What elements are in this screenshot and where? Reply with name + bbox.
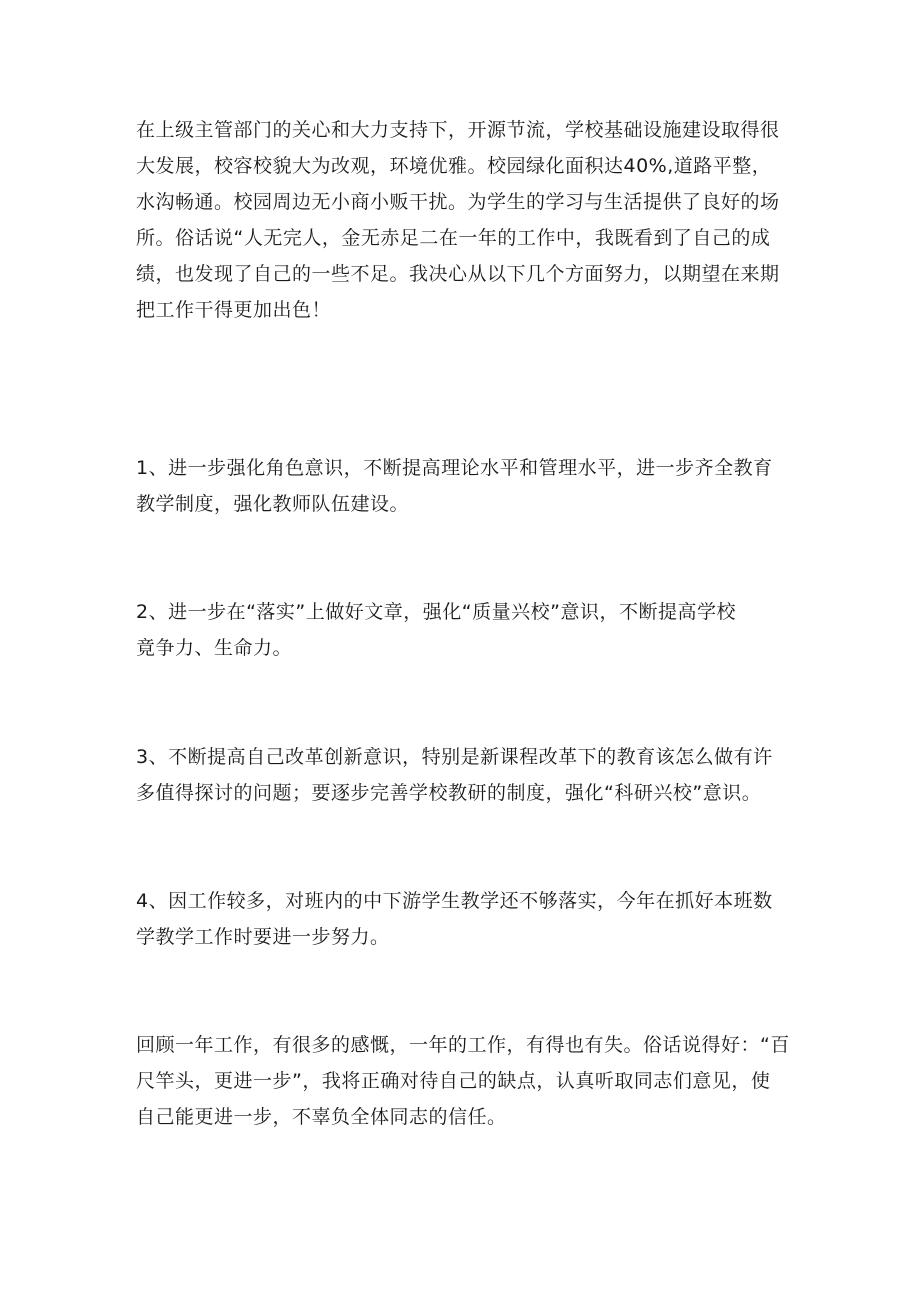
paragraph-item-4 <box>136 883 808 955</box>
paragraph-intro <box>136 112 808 328</box>
text-line: 竟争力、生命力。 <box>136 637 293 659</box>
text-line: 把工作干得更加出色！ <box>136 299 332 321</box>
paragraph-item-3 <box>136 739 808 811</box>
text-line: 在上级主管部门的关心和大力支持下，开源节流，学校基础设施建设取得很 <box>136 119 780 141</box>
text-line: 2、进一步在“落实”上做好文章，强化“质量兴校”意识，不断提高学校 <box>136 601 736 623</box>
text-line: 绩，也发现了自己的一些不足。我决心从以下几个方面努力，以期望在来期 <box>136 263 780 285</box>
text-line: 大发展，校容校貌大为改观，环境优雅。校园绿化面积达40%,道路平整， <box>136 155 772 177</box>
paragraph-item-1 <box>136 450 808 522</box>
paragraph-item-2 <box>136 594 808 666</box>
text-line: 1、进一步强化角色意识，不断提高理论水平和管理水平，进一步齐全教育 <box>136 457 773 479</box>
text-line: 自己能更进一步，不辜负全体同志的信任。 <box>136 1106 507 1128</box>
text-line: 回顾一年工作，有很多的感慨，一年的工作，有得也有失。俗话说得好：“百 <box>136 1034 790 1056</box>
text-line: 教学制度，强化教师队伍建设。 <box>136 493 410 515</box>
text-line: 4、因工作较多，对班内的中下游学生教学还不够落实，今年在抓好本班数 <box>136 890 773 912</box>
text-line: 水沟畅通。校园周边无小商小贩干扰。为学生的学习与生活提供了良好的场 <box>136 191 780 213</box>
text-line: 学教学工作时要进一步努力。 <box>136 926 390 948</box>
text-line: 多值得探讨的问题；要逐步完善学校教研的制度，强化“科研兴校”意识。 <box>136 782 762 804</box>
text-line: 3、不断提高自己改革创新意识，特别是新课程改革下的教育该怎么做有许 <box>136 746 773 768</box>
paragraph-conclusion <box>136 1027 808 1135</box>
text-line: 尺竿头，更进一步”，我将正确对待自己的缺点，认真听取同志们意见，使 <box>136 1070 771 1092</box>
text-line: 所。俗话说“人无完人，金无赤足二在一年的工作中，我既看到了自己的成 <box>136 227 771 249</box>
